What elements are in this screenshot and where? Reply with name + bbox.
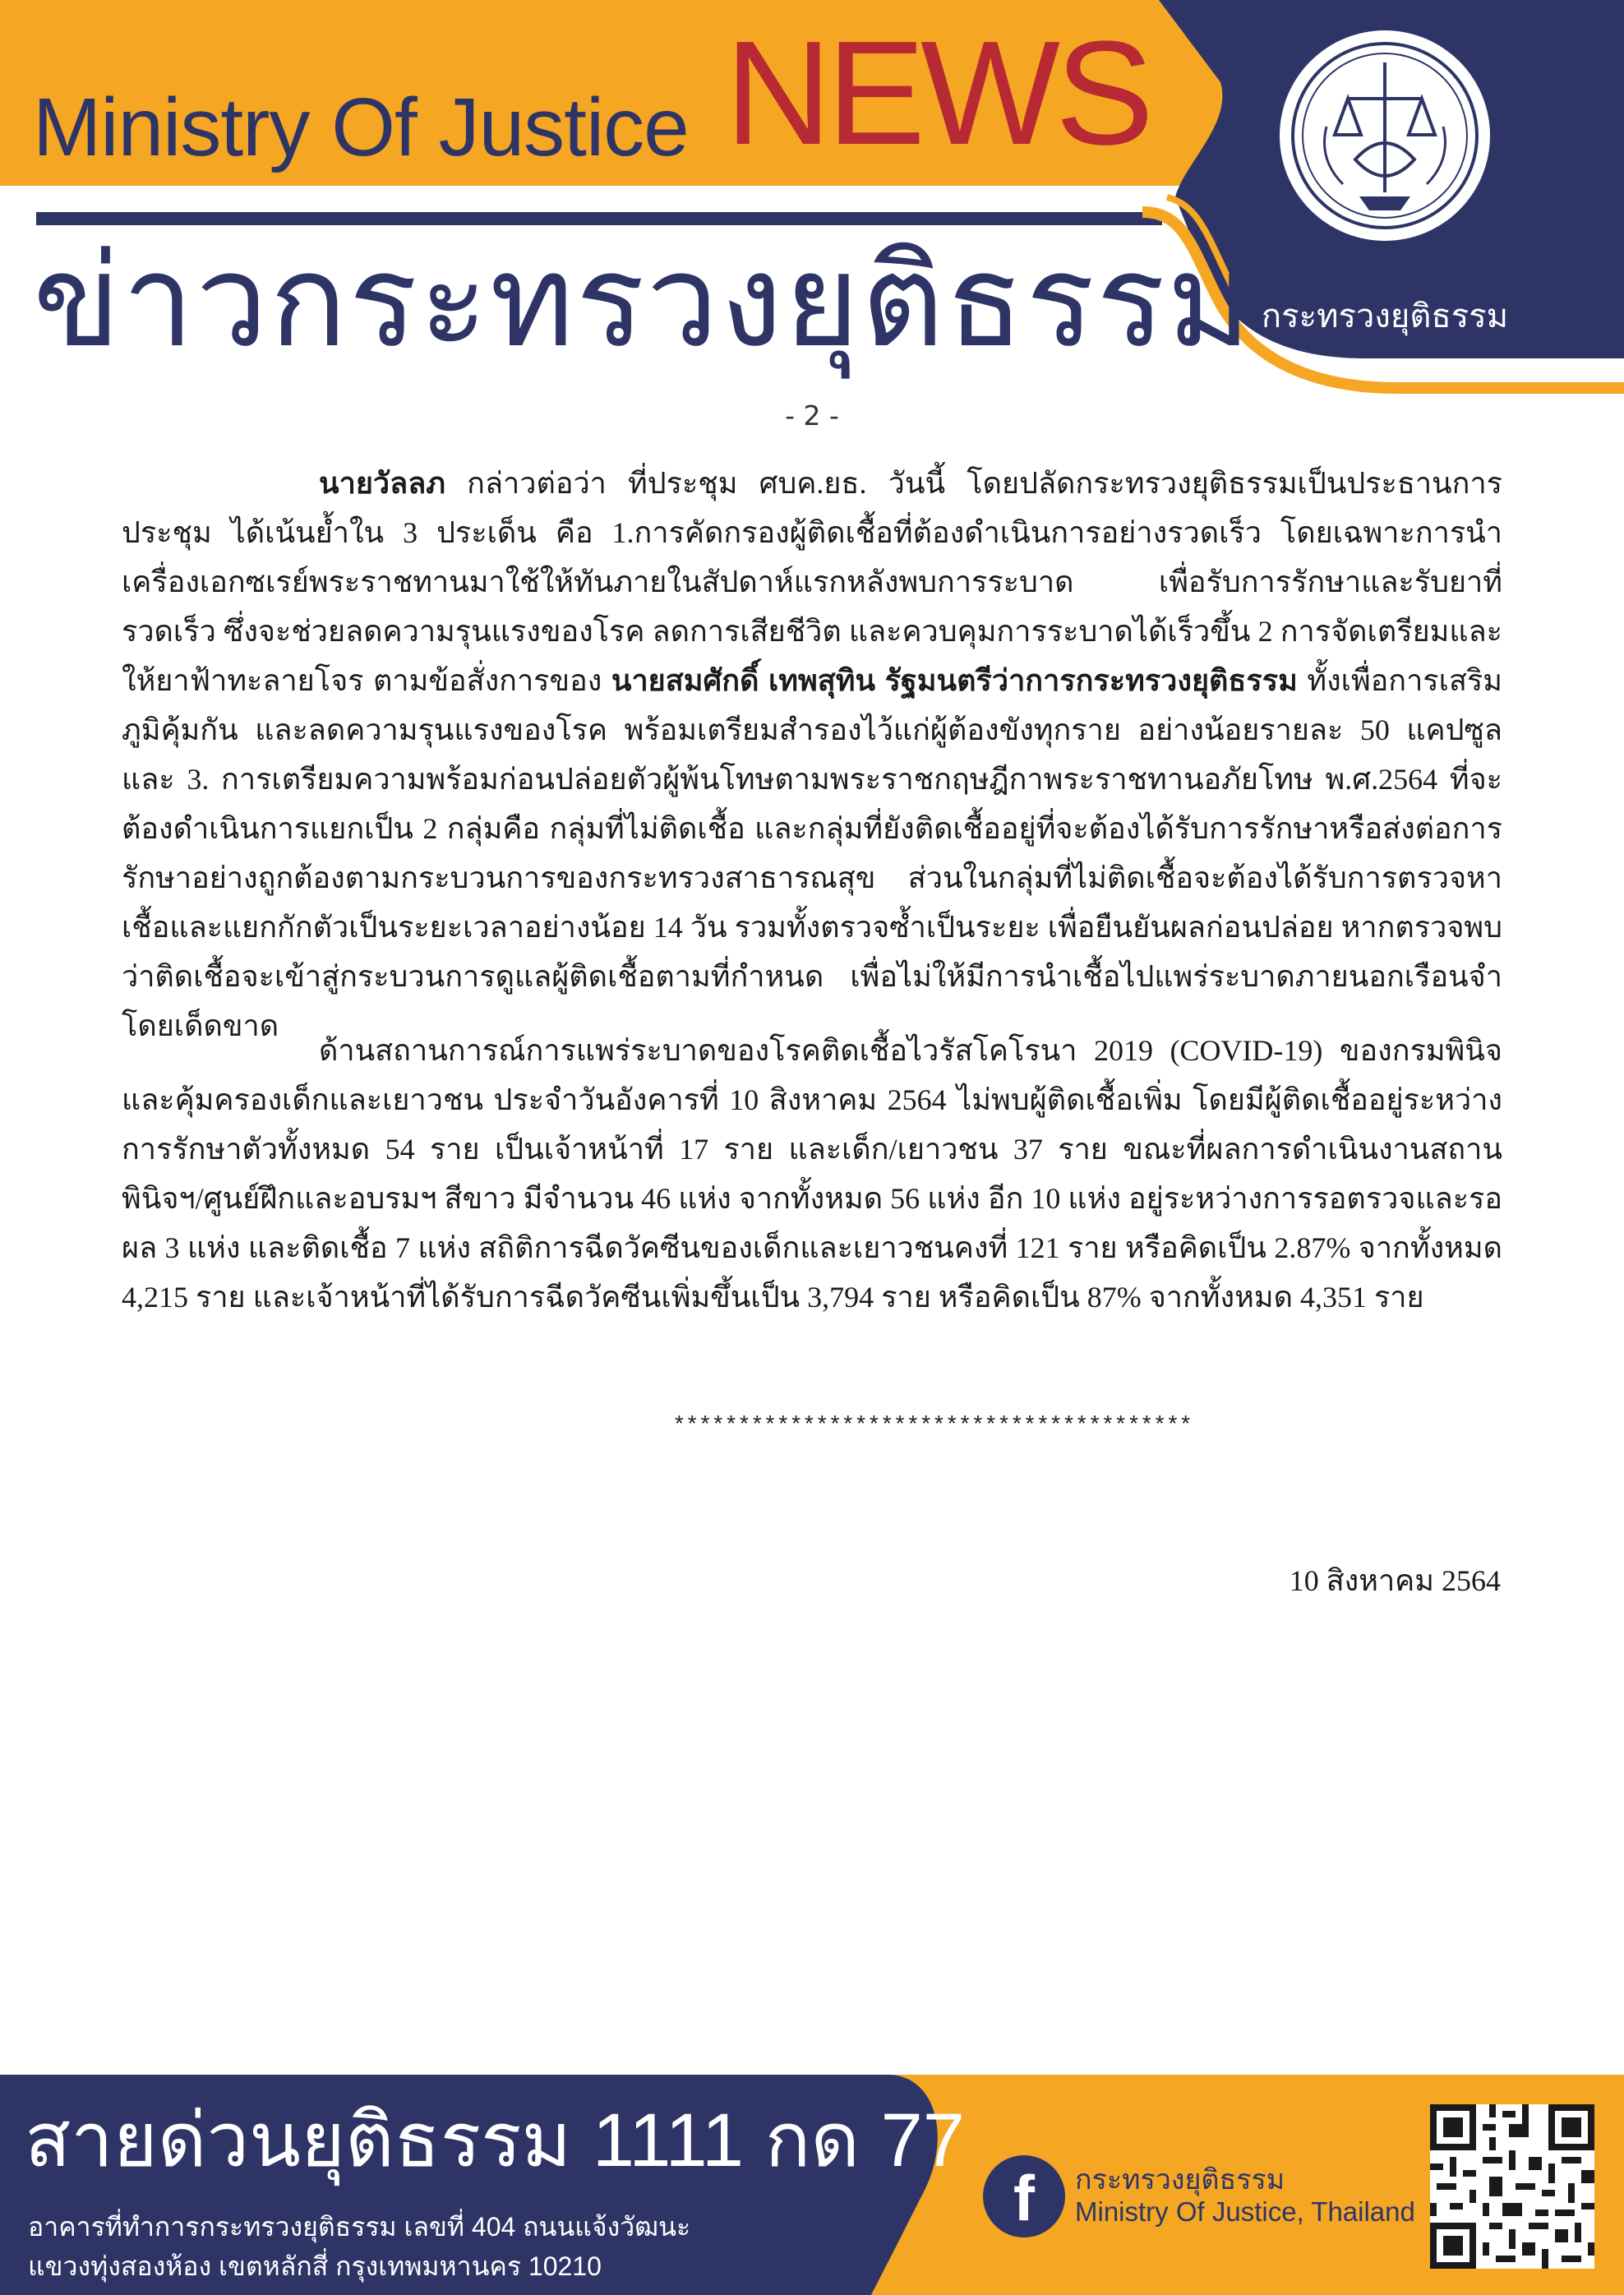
speaker-name: นายวัลลภ xyxy=(319,467,445,500)
news-header xyxy=(0,0,1624,411)
page-number: - 2 - xyxy=(785,399,839,432)
address-line-1: อาคารที่ทำการกระทรวงยุติธรรม เลขที่ 404 ถนนแจ้งวัฒนะ xyxy=(28,2212,691,2242)
facebook-page-name-en[interactable]: Ministry Of Justice, Thailand xyxy=(1075,2196,1415,2227)
ministry-seal-icon xyxy=(1277,28,1493,243)
paragraph-2-text: ด้านสถานการณ์การแพร่ระบาดของโรคติดเชื้อไวรัสโคโรนา 2019 (COVID-19) ของกรมพินิจและคุ้มครองเด็กและเยาวชน ประจำวันอังคารที่ 10 สิงหาคม 2564 ไม่พบผู้ติดเชื้อเพิ่ม โดยมีผู้ติดเชื้ออยู่ระหว่างการรักษาตัวทั้งหมด 54 ราย เป็นเจ้าหน้าที่ 17 ราย และเด็ก/เยาวชน 37 ราย ขณะที่ผลการดำเนินงานสถานพินิจฯ/ศูนย์ฝึกและอบรมฯ สีขาว มีจำนวน 46 แห่ง จากทั้งหมด 56 แห่ง อีก 10 แห่ง อยู่ระหว่างการรอตรวจและรอผล 3 แห่ง และติดเชื้อ 7 แห่ง สถิติการฉีดวัคซีนของเด็กและเยาวชนคงที่ 121 ราย หรือคิดเป็น 2.87% จากทั้งหมด 4,215 ราย และเจ้าหน้าที่ได้รับการฉีดวัคซีนเพิ่มขึ้นเป็น 3,794 ราย หรือคิดเป็น 87% จากทั้งหมด 4,351 ราย xyxy=(122,1034,1502,1314)
release-date: 10 สิงหาคม 2564 xyxy=(1289,1564,1501,1597)
separator-stars: **************************************** xyxy=(672,1414,1193,1439)
paragraph-2 xyxy=(122,1026,1502,1322)
brand-news-label: NEWS xyxy=(725,11,1149,176)
seal-label: กระทรวงยุติธรรม xyxy=(1261,298,1509,335)
paragraph-1 xyxy=(122,459,1502,1051)
paragraph-1-text-b: ทั้งเพื่อการเสริมภูมิคุ้มกัน และลดความรุนแรงของโรค พร้อมเตรียมสำรองไว้แก่ผู้ต้องขังทุกราย อย่างน้อยรายละ 50 แคปซูล และ 3. การเตรียมความพร้อมก่อนปล่อยตัวผู้พ้นโทษตามพระราชกฤษฎีกาพระราชทานอภัยโทษ พ.ศ.2564 ที่จะต้องดำเนินการแยกเป็น 2 กลุ่มคือ กลุ่มที่ไม่ติดเชื้อ และกลุ่มที่ยังติดเชื้ออยู่ที่จะต้องได้รับการรักษาหรือส่งต่อการรักษาอย่างถูกต้องตามกระบวนการของกระทรวงสาธารณสุข ส่วนในกลุ่มที่ไม่ติดเชื้อจะต้องได้รับการตรวจหาเชื้อและแยกกักตัวเป็นระยะเวลาอย่างน้อย 14 วัน รวมทั้งตรวจซ้ำเป็นระยะ เพื่อยืนยันผลก่อนปล่อย หากตรวจพบว่าติดเชื้อจะเข้าสู่กระบวนการดูแลผู้ติดเชื้อตามที่กำหนด เพื่อไม่ให้มีการนำเชื้อไปแพร่ระบาดภายนอกเรือนจำโดยเด็ดขาด xyxy=(122,664,1502,1042)
facebook-page-name-th[interactable]: กระทรวงยุติธรรม xyxy=(1075,2164,1285,2196)
facebook-icon[interactable]: f xyxy=(983,2155,1065,2237)
paragraph-1-text-a: กล่าวต่อว่า ที่ประชุม ศบค.ยธ. วันนี้ โดยปลัดกระทรวงยุติธรรมเป็นประธานการประชุม ได้เน้นย้ำใน 3 ประเด็น คือ 1.การคัดกรองผู้ติดเชื้อที่ต้องดำเนินการอย่างรวดเร็ว โดยเฉพาะการนำเครื่องเอกซเรย์พระราชทานมาใช้ให้ทันภายในสัปดาห์แรกหลังพบการระบาด เพื่อรับการรักษาและรับยาที่รวดเร็ว ซึ่งจะช่วยลดความรุนแรงของโรค ลดการเสียชีวิต และควบคุมการระบาดได้เร็วขึ้น 2 การจัดเตรียมและให้ยาฟ้าทะลายโจร ตามข้อสั่งการของ xyxy=(122,467,1502,697)
qr-code-icon[interactable] xyxy=(1430,2104,1594,2269)
brand-title-th: ข่าวกระทรวงยุติธรรม xyxy=(33,230,1253,373)
minister-name: นายสมศักดิ์ เทพสุทิน รัฐมนตรีว่าการกระทรวงยุติธรรม xyxy=(611,664,1298,697)
brand-title-en: Ministry Of Justice xyxy=(33,81,689,173)
hotline-text: สายด่วนยุติธรรม 1111 กด 77 xyxy=(25,2099,965,2182)
news-footer xyxy=(0,2075,1624,2295)
address-line-2: แขวงทุ่งสองห้อง เขตหลักสี่ กรุงเทพมหานคร 10210 xyxy=(28,2251,602,2281)
